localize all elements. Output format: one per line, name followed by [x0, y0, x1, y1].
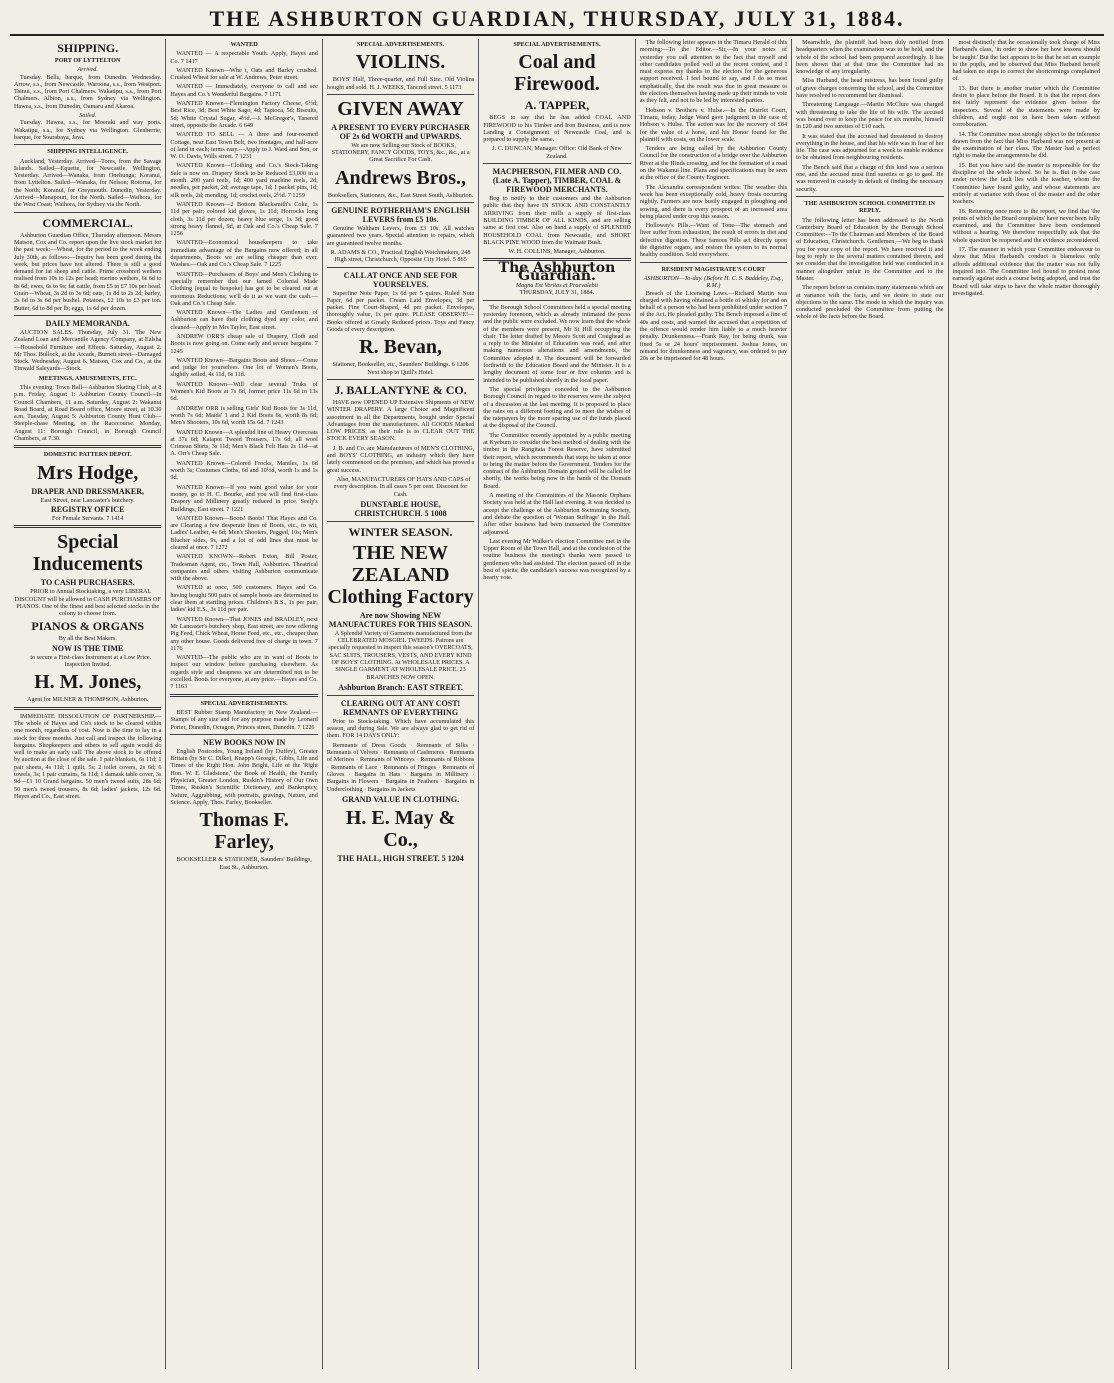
duncan-text: J. C. DUNCAN, Manager. Office: Old Bank of New Zealand.: [492, 145, 622, 160]
column-2: [166, 39, 322, 1369]
pianos-subtitle: By all the Best Makers.: [58, 635, 117, 643]
wanted-ad: WANTED Known—A splendid line of Heavy Overcoats at 37s 6d; Kaiapoi Tweed Trousers, 17s 6d; all wool Crimean Shirts, 3s 11d; Men's Black Felt Hats 2s 11d—at A. Orr's Cheap Sale.: [170, 428, 318, 458]
special-inducements-text: PRIOR to Annual Stocktaking, a very LIBERAL DISCOUNT will be allowed to CASH PURCHASERS OF PIANOS. One of the finest and best selected stocks in the colony to choose from.: [14, 588, 161, 618]
jones-subtitle: Agent for MILNER & THOMPSON, Ashburton.: [27, 696, 149, 704]
genuine-levers: GENUINE ROTHERHAM'S ENGLISH LEVERS from £5 10s.: [331, 206, 470, 225]
divider: [327, 521, 474, 522]
given-away-sub: A PRESENT TO EVERY PURCHASER OF 2s 6d WORTH and UPWARDS.: [331, 122, 470, 141]
news-paragraph: Tenders are being called by the Ashburton County Council for the construction of a bridge over the Ashburton River at the Hinds crossing, and for the formation of a road on the Wakanui line. Plans and specifications may be seen at the office of the County Engineer.: [639, 145, 788, 182]
issue-date: THURSDAY, JULY 31, 1884.: [519, 289, 595, 297]
wanted-ad: WANTED Known—If you want good value for your money, go to H. C. Bourke, and you will find first-class Drapery and Millinery greatly reduced in price. Seely's Buildings, East street. 7 1221: [170, 483, 318, 513]
news-paragraph: Miss Harband, the head mistress, has been found guilty of grave charges concerning the school, and the Committee have resolved to recommend her dismissal.: [796, 77, 944, 100]
column-7: [949, 39, 1104, 1369]
motto: Magna Est Veritas et Praevalebit: [515, 282, 599, 290]
rm-court-heading: RESIDENT MAGISTRATE'S COURT: [661, 265, 766, 273]
jones-name: H. M. Jones,: [34, 671, 142, 694]
memoranda-heading: DAILY MEMORANDA.: [45, 318, 130, 328]
divider: [327, 695, 474, 696]
given-away-text: We are now Selling our Stock of BOOKS, STATIONERY, FANCY GOODS, TOYS, &c., &c., at a Great Sacrifice For Cash.: [331, 141, 470, 164]
remnants-list: Remnants of Dress Goods · Remnants of Silks · Remnants of Velvets · Remnants of Cashmeres · Remnants of Merinos · Remnants of Winceys · Remnants of Ribbons · Remnants of Lace · Remnants of Fringes · Remnants of Gloves · Bargains in Hats · Bargains in Millinery · Bargains in Flowers · Bargains in Feathers · Bargains in Underclothing · Bargains in Jackets: [326, 741, 475, 793]
letter-paragraph: most distinctly that he occasionally took charge of Miss Harband's class, 'in order to show her how lessons should be taught.' But the fact appears to be that he set an example to the pupils, and he observed that Miss Harband herself had taken no steps to correct the shortcomings complained of.: [952, 39, 1100, 83]
wanted-ad: WANTED Known—That JONES and BRADLEY, next Mr Lancaster's butchery shop, East street, are now offering Pig Feed, Chick Wheat, Horse Feed, etc., etc., cheaper than any other house. Goods delivered free of charge in town. 7 1176: [170, 615, 318, 652]
wanted-ad: WANTED Known—Will clear several Truks of Women's Kid Boots at 7s 6d, former price 11s 6d to 13s 6d.: [170, 380, 318, 403]
registry-heading: REGISTRY OFFICE: [50, 504, 125, 514]
divider: [170, 734, 317, 735]
wanted-ad: WANTED Known—Clothing and Co.'s Stock-Taking Sale is now on. Drapery Stock to be Reduced £3,000 in a month. 200 yard reels, 1d; 400 yard machine reels, 2d; needles, per packet, 2d; average tape, 1d; 1 packet pins, 1d; silk reels, 2d; mending, 1d; crochet reels, 2½d. 7 1259: [170, 162, 318, 199]
rm-court-text: Breach of the Licensing Laws.—Richard Martin was charged with having obtained a bottle of whisky for and on behalf of a person who had been prohibited under section 7 of the Act. He pleaded guilty. The Bench imposed a fine of 40s and costs, and warned the accused that a repetition of the offence would render him liable to a much heavier penalty. Drunkenness.—Frank Ray, for being drunk, was fined 5s or 24 hours' imprisonment. Joshua Jones, on remand for drunkenness and vagrancy, was ordered to pay 20s or be imprisoned for 48 hours.: [639, 289, 788, 363]
wanted-ad: WANTED KNOWN—Robert Exton, Bill Poster, Tradesman Agent, etc., Town Hall, Ashburton. Theatrical companies and others visiting Ashburton communicate with the above.: [170, 553, 318, 583]
collins-text: W. H. COLLINS, Manager, Ashburton.: [508, 248, 606, 256]
editorial-paragraph: Last evening Mr Walker's election Committee met in the Upper Room of the Town Hall, and at the conclusion of the routine business the meeting's thanks were passed to gentlemen who had assisted. The election passed off in the best of spirits; the candidate's success was recognized by a hearty vote.: [483, 537, 631, 582]
meetings-heading: MEETINGS, AMUSEMENTS, ETC.: [38, 374, 137, 382]
winter-season-heading: WINTER SEASON.: [348, 524, 453, 539]
dunstable-house: DUNSTABLE HOUSE, CHRISTCHURCH. 5 1008: [354, 499, 447, 518]
divider: [14, 445, 161, 448]
sailed-heading: Sailed.: [79, 112, 97, 120]
adams-text: R. ADAMS & CO., Practical English Watchmakers, 248 High street, Christchurch, Opposite City Hotel. 5 865: [330, 248, 471, 264]
column-5: [636, 39, 792, 1369]
shipping-intelligence-text: Auckland, Yesterday. Arrived—Tores, from the Savage Islands. Sailed—Equette, for Newcastle. Wellington, Yesterday. Arrived—Wanaka, from Onehunga; Koranui, from Lyttelton. Sailed—Wanaka, for Nelson; Rotorua, for the North; Koranui, for Greymouth. Dunedin, Yesterday. Arrived—Manapouri, for the North. Sailed—Waihora, for the West Coast; Waihora, for Sydney via the North.: [14, 157, 162, 209]
domestic-pattern-heading: DOMESTIC PATTERN DEPOT.: [43, 451, 132, 459]
hodge-name: Mrs Hodge,: [37, 461, 139, 484]
divider: [327, 267, 474, 268]
ballantyne-text: HAVE now OPENED UP Extensive Shipments of NEW WINTER DRAPERY. A large Choice and Magnificent assortment in all the Departments, bought under Special Advantages from the manufacturers. All GOODS Marked LOW PRICES, as their rule is to CLEAR OUT THE STOCK EVERY SEASON.: [326, 398, 475, 443]
wanted-ad: WANTED at once, 500 customers. Hayes and Co. having bought 500 pairs of sample boots are determined to clear them at startling prices. Children's B.S., 1s per pair; ladies' kid E.S., 3s 11d per pair.: [170, 584, 318, 614]
dissolution-ad: IMMEDIATE DISSOLUTION OF PARTNERSHIP.—The whole of Hayes and Co's stock to be cleared within one month, regardless of cost. Now is the time to lay in a stock for three months. Just call and inspect the following bargains. Shopkeepers and others to sell again would do well to make an early call. The above stock to be offered by auction at the close of the sale. 1 pair blankets, 6s 11d; 1 pair sheets, 4s 11d; 1 quilt, 5s; 2 toilet covers, 2s 6d; 6 towels, 3s; 1 pair curtains, 5s 11d; 1 damask table cover, 3s 9d—£1 10 Grand bargains. 50 men's tweed suits, 28s 6d; 50 men's tweed trousers, 8s 6d; ladies' jackets, 12s 6d. Hayes and Co., East street.: [14, 712, 162, 800]
letter-paragraph: 17. The manner in which your Committee endeavour to show that Miss Harband's conduct is blameless only affords additional evidence that the matter was not fully inquired into. The Committee feel bound to protest most earnestly against such a course being adopted, and trust the Board will take steps to have the whole matter thoroughly investigated.: [952, 246, 1100, 297]
sailed-text: Tuesday. Hawea, s.s., for Moeraki and way ports. Wakatipu, s.s., for Sydney via Wellington. Glenberrie, barque, for Sourabaya, Java.: [14, 119, 162, 141]
columns: [10, 39, 1104, 1369]
wanted-ad: WANTED Known—2 Bottom Blacksmith's Coke, 1s 11d per pair; colored kid gloves, 1s 11d; Horrocks long cloth, 3s 11d per dozen; heavy blue serge, 1s 3d; good strong heavy flannel, 9d, at Oak and Co.'s Cheap Sale. 7 1256: [170, 200, 318, 238]
editorial-paragraph: The Borough School Committees held a special meeting yesterday forenoon, which as already intimated the press and the public were excluded. We now learn that the whole of the members were present, Mr St Hill occupying the chair. The letter drafted by Messrs Scott and Craighead as a reply to the Minister of Education was read, and after making numerous alterations and amendments, the Committee adopted it. The document will be forwarded forthwith to the Education Board and the Minister. It is a lengthy document of some four or five columns and is intended to be published shortly in the local paper.: [483, 303, 631, 384]
clearing-heading: CLEARING OUT AT ANY COST! REMNANTS OF EVERYTHING: [340, 698, 461, 717]
wanted-ad: WANTED Known—The Ladies and Gentlemen of Ashburton can have their clothing dyed any color, and cleaned—Apply to Mrs Taylor, East street.: [170, 309, 318, 331]
wanted-ad: WANTED Known—Whe t, Oats and Barley crushed. Crushed Wheat for sale at W. Andrews, Peter street.: [170, 66, 318, 82]
wanted-ad: ANDREW ORR'S cheap sale of Drapery, Cloth and Boots is now going on. Come early and secure bargains. 7 1245: [170, 332, 318, 355]
wanted-ads: [170, 50, 317, 690]
column-4: [479, 39, 635, 1369]
violins-heading: VIOLINS.: [355, 51, 446, 74]
news-paragraph: The following letter appears in the Timaru Herald of this morning:—To the Editor.—Sir,—In your notes of yesterday you call attention to the fact that myself and other candidates polled well at the recent contest, and I must express my thanks to the electors for the generous support received. I feel bound to say, and I do so most emphatically, that the result was due in great measure to the electors themselves having made up their minds to vote as they felt, and not to be led by interested parties.: [639, 39, 788, 105]
divider: [170, 694, 317, 697]
special-adv-heading: SPECIAL ADVERTISEMENTS.: [200, 699, 288, 707]
news-paragraph: Hobson v. Brothers v. Hulse.—In the District Court, Timaru, today, Judge Ward gave judgment in the case of Hobson v. Hulse. The action was for the recovery of £84 for the value of a horse, and his Honor found for the plaintiff with costs, on the lower scale.: [639, 106, 788, 143]
editorial-paragraph: A meeting of the Committees of the Masonic Orphans Society was held at the Hall last evening. It was decided to accept the challenge of the Ashburton Swimming Society, and debate the question of 'Woman Suffrage' in the Hall. After other business had been transacted the Committee adjourned.: [483, 492, 631, 536]
shipping-heading: SHIPPING.: [57, 41, 119, 55]
letter-paragraph: 14. The Committee most strongly object to the inference drawn from the fact that Miss Harband was not present at the examination of her class. The Master had a perfect right to make the arrangements he did.: [952, 130, 1100, 160]
news-paragraph: It was stated that the accused had threatened to destroy everything in the house, and that his wife was in fear of her life. The case was adjourned for a week to enable evidence to be obtained from neighbouring residents.: [796, 132, 944, 162]
news-paragraph: Meanwhile, the plaintiff had been duly notified from headquarters when the examination was to be held, and the whole of the school had been prepared accordingly. It has been shown that at that time the Committee had no knowledge of any irregularity.: [796, 39, 944, 76]
hodge-subtitle: DRAPER AND DRESSMAKER,: [31, 486, 145, 496]
school-committee-text: The following letter has been addressed to the North Canterbury Board of Education by the Borough School Committee:—To the Chairman and Members of the Board of Education, Christchurch. Gentlemen,—We beg to thank you for your copy of the report. We have received it and beg to reply to the several matters contained therein, and we consider that the investigation held was conducted in a manner altogether unfair to the Committee and to the Master.: [796, 216, 944, 282]
newspaper-flag: The Ashburton Guardian.: [498, 260, 616, 284]
registry-subtitle: For Female Servants. 7 1414: [52, 514, 124, 522]
ballantyne-heading: J. BALLANTYNE & CO.: [334, 382, 467, 397]
wanted-ad: WANTED Known—Flemington Factory Cheese, 6½d; Best Rice, 3d; Best White Sago, 4d; Tapioca, 5d; Biscuits, 5d; White Crystal Sugar, 4½d.—J. McGregor's, Tanered street, opposite the Arcade. 6 649: [170, 100, 318, 129]
divider: [14, 144, 161, 145]
tapper-name: A. TAPPER,: [524, 98, 590, 113]
port-heading: PORT OF LYTTELTON: [54, 57, 121, 64]
news-paragraph: The Alexandra correspondent writes: The weather this week has been exceptionally cold, heavy frosts occurring nightly. Farmers are now busily engaged in ploughing and sowing, and there is every prospect of an increased area being placed under crop this season.: [639, 183, 788, 220]
nz-clothing-heading: THE NEW ZEALAND Clothing Factory: [327, 541, 474, 608]
wanted-ad: WANTED Known—Boots! Boots! That Hayes and Co. are Clearing a few desperate lines of Boots, etc., to wit, Ladies' Leather, 4s 6d; Men's Shooters, Pegged, 10s; Men's Blucher sides, 9s, and a lot of odd lines that must be cleared at once. 7 1272: [170, 514, 318, 551]
wanted-ad: ANDREW ORR is selling Girls' Kid Boots for 3s 11d, worth 7s 6d; Maids' 1 and 2 Kid Boots 6s, worth 8s 6d; Men's Shooters, 10s 6d, worth 15s 6d. 7 1243: [170, 404, 318, 427]
violins-text: BOYS' Half, Three-quarter, and Full Size. Old Violins bought and sold. H. J. WEEKS, Tancred street. 5 1173: [326, 76, 475, 91]
divider: [14, 525, 161, 528]
divider: [14, 315, 161, 316]
nz-clothing-address: Ashburton Branch: EAST STREET.: [338, 682, 463, 692]
new-books-heading: NEW BOOKS NOW IN: [203, 737, 286, 747]
editorial-paragraph: The special privileges conceded to the Ashburton Borough Council in regard to the reserves were the subject of a discussion at the last meeting. It is proposed to place the rates on a different footing and to meet the wishes of the ratepayers by the more sparing use of the funds placed at the disposal of the Council.: [483, 385, 631, 430]
wanted-ad: WANTED—Purchasers of Boys' and Men's Clothing to specially remember that our famed Colonial Made Clothing (equal to bespoke) has got to be cleared out at enormous Reductions; we'll do it as we want the cash.—Oak and Co.'s Cheap Sale.: [170, 270, 318, 307]
editorial-paragraph: The Committee recently appointed by a public meeting at Kyeburn to consider the best method of dealing with the timber in the Rangitata Forest Reserve, have submitted their report, which recommends that steps be taken at once to bring the matter before the Government. Tenders for the contract of the Ashburton Domain ground will be called for shortly, the works being now in the hands of the Domain Board.: [483, 431, 631, 490]
bevan-name: R. Bevan,: [359, 336, 442, 359]
shipping-text: Tuesday. Bells, barque, from Dunedin. Wednesday. Arrow, s.s., from Newcastle. Waroona, s.s., from Westport. Tainui, s.s., from Port Chalmers. Wakatipu, s.s., from Port Chalmers. Albion, s.s., from Sydney via Wellington. Hawea, s.s., from Dunedin, Oamaru and Akaroa.: [14, 73, 162, 110]
memoranda-text: AUCTION SALES. Thursday, July 31. The New Zealand Loan and Mercantile Agency Company, at Ealsha—Household Furniture and Effects. Saturday, August 2. Mr Thos. Bullock, at the Arcade, Burnett street—Damaged Stock. Wednesday, August 6. Matson, Cox and Co., at the Tinwald Saleyards—Stock.: [14, 328, 162, 373]
special-inducements-sub: TO CASH PURCHASERS.: [40, 578, 135, 588]
divider: [483, 163, 630, 164]
nz-clothing-sub: Are now Showing NEW MANUFACTURES FOR THIS SEASON.: [328, 610, 473, 629]
meetings-text: This evening: Town Hall—Ashburton Skating Club, at 8 p.m. Friday, August 1: Ashburton County Council—In Council Chambers, 11 a.m. Saturday, August 2: Wakanui Road Board, at Road Board office, Moore street, at 10.30 a.m. Tuesday, August 5: Ashburton County Hunt Club—Steeple-chase Meeting, on the Racecourse. Monday, August 11: Borough Council, in Borough Council Chambers, at 7.30.: [14, 383, 162, 443]
rm-court-sub: ASHBURTON—To-day. (Before H. C. S. Baddeley, Esq., R.M.): [643, 274, 784, 290]
wanted-ad: WANTED—Economical housekeepers to take immediate advantage of the Bargains now offered; in all departments, Boots we are selling cheaper than ever. Washes.—Oak and Co.'s Cheap Sale. 7 1225: [170, 239, 318, 269]
farley-subtitle: BOOKSELLER & STATIONER, Saunders' Buildings, East St., Ashburton.: [176, 856, 312, 871]
macpherson-text: Beg to notify to their customers and the Ashburton public that they have IN STOCK AND CONSTANTLY ARRIVING from their mills a supply of first-class BUILDING TIMBER OF ALL KINDS, and are selling same at first cost. Also on hand a supply of SPLENDID HOUSEHOLD COAL from Newcastle, and SHORT BLACK PINE WOOD from the Waimate Bush.: [483, 195, 631, 246]
divider: [14, 707, 161, 710]
wanted-ad: WANTED — A respectable Youth. Apply, Hayes and Co. 7 1417: [170, 50, 318, 65]
school-committee-text-2: The report before us contains many statements which are at variance with the facts, and we desire to state our objections to the same. The mode in which the inquiry was conducted precluded the Committee from putting the whole of the facts before the Board.: [796, 284, 944, 321]
bevan-subtitle: Stationer, Bookseller, etc., Saunders' Buildings. 6 1206 Next shop to Quill's Hotel.: [332, 361, 469, 376]
commercial-heading: COMMERCIAL.: [42, 215, 133, 230]
may-subtitle: THE HALL, HIGH STREET. 5 1204: [337, 853, 464, 863]
divider: [14, 212, 161, 213]
now-text: to secure a First-class Instrument at a Low Price. Inspection Invited.: [30, 653, 152, 669]
school-committee-heading: THE ASHBURTON SCHOOL COMMITTEE IN REPLY.: [804, 199, 936, 215]
waltham-text: Genuine Waltham Levers, from £3 10s. All watches guaranteed two years. Special attention to repairs, which are guaranteed twelve months.: [326, 225, 475, 247]
news-paragraph: Threatening Language.—Martin McClure was charged with threatening to take the life of his wife. The accused was bound over to keep the peace for six months, himself in £20 and two sureties of £10 each.: [796, 101, 944, 131]
rubber-stamp-ad: BEST Rubber Stamp Manufactory in New Zealand.—Stamps of any size and for any purpose made by Leonard Porter, Dunedin, Octagon, Princes street, Dunedin. 7 1226: [170, 708, 318, 731]
arrived-heading: Arrived.: [77, 66, 98, 74]
divider: [796, 196, 943, 197]
macpherson-heading: MACPHERSON, FILMER AND CO. (Late A. Tapper), TIMBER, COAL & FIREWOOD MERCHANTS.: [492, 167, 622, 195]
wanted-ad: WANTED TO SELL — A three and four-roomed Cottage, near East Town Belt, two frontages, and half-acre of land in each; terms easy.—Apply to J. Ward and Son, or W. O. Davis, Wills street. 7 1231: [170, 131, 318, 161]
wanted-ad: WANTED Known—Bargains Boots and Shoes.—Come and judge for yourselves. One lot of Women's Boots, slightly soiled, 4s 11d, 6s 11d.: [170, 356, 318, 379]
given-away-heading: GIVEN AWAY: [337, 97, 464, 120]
clearing-text: Prior to Stock-taking. Which have accumulated this season, and during Sale. We are always glad to get rid of them. FOR 14 DAYS ONLY:: [326, 717, 475, 740]
masthead: THE ASHBURTON GUARDIAN, THURSDAY, JULY 31, 1884.: [10, 6, 1104, 36]
letter-paragraph: 16. Returning once more to the report, we find that 'the points of which the Board complains' have never been fully examined, and the Committee have been condemned without a hearing. We therefore respectfully ask that the whole question be reopened and the evidence reconsidered.: [952, 207, 1100, 244]
may-name: H. E. May & Co.,: [345, 806, 456, 851]
hodge-address: East Street, near Lancaster's butchery.: [40, 496, 135, 504]
column-1: [10, 39, 166, 1369]
special-inducements-heading: Special Inducements: [32, 531, 143, 576]
call-text: Superfine Note Paper, 1s 6d per 5 quires. Ruled Note Paper, 6d per packet. Cream Laid Envelopes, 3d per packet. Fine Court-Shaped, 4d per packet. Envelopes, thoroughly value, 1s per quire. PLEASE OBSERVE!—Books offered at Greatly Reduced prices. Toys and Fancy Goods of every description.: [326, 289, 475, 334]
coal-heading: Coal and Firewood.: [514, 51, 600, 96]
wanted-ad: WANTED Known—Colored Frocks, Mantles, 1s 6d worth 3s; Costumes Cloths, 6d and 10½d, worth 1s and 1s 9d.: [170, 459, 318, 482]
andrews-name: Andrews Bros.,: [335, 166, 467, 189]
wanted-ad: WANTED—The public who are in want of Boots to inspect our window before purchasing elsewhere. As regards style and cheapness we are determined not to be excelled. Boots for everyone, at any price.—Hayes and Co. 7 1163: [170, 654, 318, 691]
letter-paragraph: 15. But you have said the master is responsible for the discipline of the whole school. So he is. But in the case under review the fault lies with the teacher, whom the Committee have found guilty, and whose statements are entirely at variance with those of the master and the other teachers.: [952, 161, 1100, 206]
ballantyne-text-2: J. B. and Co. are Manufacturers of MEN'S CLOTHING, and BOYS' CLOTHING, an industry which they have lately commenced on the premises, and which has proved a great success.: [326, 444, 475, 474]
divider: [327, 379, 474, 380]
divider: [327, 202, 474, 203]
news-paragraph: The Bench said that a charge of this kind was a serious one, and the accused must find sureties or go to gaol. He was removed in custody in default of finding the necessary security.: [796, 163, 944, 193]
andrews-subtitle: Booksellers, Stationers, &c., East Street South, Ashburton.: [327, 191, 474, 199]
new-books-text: English Postcodes, Young Ireland (by Duffey), Greater Britain (by Sir C. Dilke), Knapp's Georgic, Gibbs, Life and Times of the Right Hon. John Bright, Life of the 'Right Hon. W. E. Gladstone,' the Book of Health, the Family Physician, Greater London, Ruskin's History of Our Own Times, Ruskin's Scientific Dictionary, and Bankruptcy, Nature, Aggrabbing, with portraits, gravings, Nature, and Science. Apply, Thos. Farley, Bookseller.: [170, 747, 318, 806]
tapper-text: BEGS to say that he has added COAL AND FIREWOOD to his Timber and Iron Business, and is now Landing a Consignment of Newcastle Coal, and is prepared to supply the same.: [483, 114, 631, 144]
column-3: [323, 39, 479, 1369]
call-heading: CALL AT ONCE AND SEE FOR YOURSELVES.: [343, 270, 458, 289]
pianos-heading: PIANOS & ORGANS: [31, 619, 145, 634]
nz-clothing-text: A Splendid Variety of Garments manufactured from the CELEBRATED MOSGIEL TWEEDS. Patrons are specially requested to inspect this season's OVERCOATS, SAC SUITS, TROUSERS, VESTS, AND EVERY KIND OF BOYS' CLOTHING. At WHOLESALE PRICES. A SINGLE GARMENT AT WHOLESALE PRICE. 23 BRANCHES NOW OPEN.: [328, 629, 473, 681]
divider: [640, 262, 787, 263]
grand-value-heading: GRAND VALUE IN CLOTHING.: [342, 794, 460, 804]
divider: [483, 300, 630, 301]
now-is-the-time: NOW IS THE TIME: [52, 643, 124, 653]
ballantyne-text-3: Also, MANUFACTURERS OF HATS AND CAPS of every description. In all cases 5 per cent. Discount for Cash.: [333, 475, 471, 498]
commercial-text: Ashburton Guardian Office, Thursday afternoon. Messrs Matson, Cox and Co. report upon the live stock market for the past week:—Wheat, for the period to the week ending July 30th, as follows:—Inquiry has been good during the week, but prices have not altered. There is still a good demand for fat sheep and cattle. Prime crossbred wethers realised from 10s to 12s per head; merino wethers, 6s 6d to 8s 6d; ewes, 6s to 9s; fat cattle, from £5 to £7 10s per head. Grain—Wheat, 3s 2d to 3s 6d; oats, 1s 8d to 2s 2d; barley, 2s 6d to 3s 6d per bushel. Potatoes, £2 10s to £3 per ton. Butter, 6d to 8d per lb; eggs, 1s 6d per dozen.: [14, 231, 162, 312]
wanted-ad: WANTED — Immediately, everyone to call and see Hayes and Co.'s Wonderful Bargains. 7 1171: [170, 83, 318, 98]
news-paragraph: Holloway's Pills.—Want of Tone—The stomach and liver suffer from exhaustion, the result of errors in diet and defective digestion. These famous Pills act directly upon the digestive organs, and restore the system to its normal healthy condition. Sold everywhere.: [639, 222, 788, 259]
divider: [327, 94, 474, 95]
wanted-heading: WANTED: [230, 41, 258, 48]
special-adv-heading: SPECIAL ADVERTISEMENTS.: [513, 41, 601, 48]
letter-paragraph: 13. But there is another matter which the Committee desire to place before the Board. It is that the report does not fairly represent the evidence given before the inspectors. Several of the statements were made by children, and ought not to have been taken without corroboration.: [952, 84, 1100, 129]
shipping-intelligence-heading: SHIPPING INTELLIGENCE.: [47, 148, 129, 156]
column-6: [792, 39, 948, 1369]
farley-name: Thomas F. Farley,: [199, 809, 289, 854]
special-adv-heading: SPECIAL ADVERTISEMENTS.: [356, 41, 445, 48]
